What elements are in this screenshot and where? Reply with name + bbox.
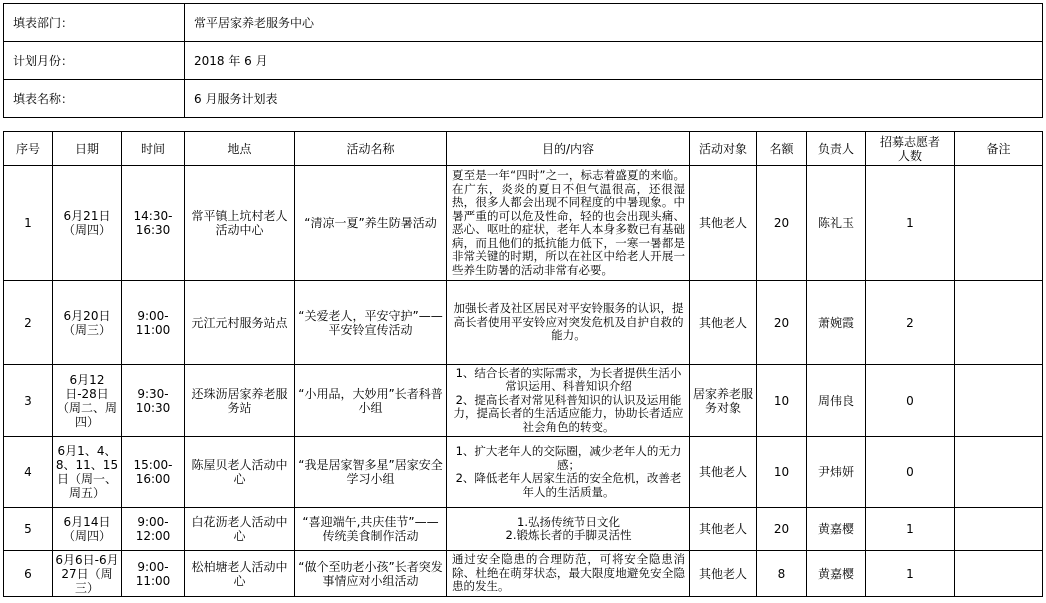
department-label: 填表部门： [4, 4, 185, 42]
table-header-row [4, 132, 1043, 166]
department-value: 常平居家养老服务中心 [185, 4, 1043, 42]
cell-content [447, 437, 690, 508]
cell-target: 其他老人 [690, 281, 757, 365]
cell-place: 陈屋贝老人活动中心 [185, 437, 295, 508]
cell-place: 还珠沥居家养老服务站 [185, 365, 295, 437]
cell-time: 9:30-10:30 [122, 365, 185, 437]
cell-time: 9:00-11:00 [122, 281, 185, 365]
cell-time: 9:00-11:00 [122, 551, 185, 597]
col-header-content: 目的/内容 [447, 132, 690, 166]
cell-quota: 8 [757, 551, 807, 597]
cell-activity: “清凉一夏”养生防暑活动 [295, 166, 447, 281]
cell-leader: 尹炜妍 [807, 437, 866, 508]
cell-volunteers: 1 [866, 508, 955, 551]
cell-date: 6月12日-28日（周二、周四） [53, 365, 122, 437]
cell-place: 白花沥老人活动中心 [185, 508, 295, 551]
content-line: 1.弘扬传统节日文化 [517, 514, 620, 529]
table-row [4, 437, 1043, 508]
cell-leader: 周伟良 [807, 365, 866, 437]
cell-target: 居家养老服务对象 [690, 365, 757, 437]
cell-target: 其他老人 [690, 551, 757, 597]
content-line: 加强长者及社区居民对平安铃服务的认识，提高长者使用平安铃应对突发危机及自护自救的能力。 [453, 301, 684, 343]
cell-time: 14:30-16:30 [122, 166, 185, 281]
cell-activity: “喜迎端午,共庆佳节”——传统美食制作活动 [295, 508, 447, 551]
form-name-label: 填表名称： [4, 80, 185, 118]
cell-no: 3 [4, 365, 53, 437]
cell-activity: “我是居家智多星”居家安全学习小组 [295, 437, 447, 508]
cell-no: 5 [4, 508, 53, 551]
content-line: 2、提高长者对常见科普知识的认识及运用能力，提高长者的生活适应能力，协助长者适应社会角色的转变。 [453, 392, 684, 434]
cell-content [447, 508, 690, 551]
col-header-place: 地点 [185, 132, 295, 166]
cell-quota: 20 [757, 508, 807, 551]
col-header-time: 时间 [122, 132, 185, 166]
cell-target: 其他老人 [690, 437, 757, 508]
cell-date: 6月6日-6月27日（周三） [53, 551, 122, 597]
cell-quota: 20 [757, 281, 807, 365]
cell-place: 元江元村服务站点 [185, 281, 295, 365]
cell-place: 常平镇上坑村老人活动中心 [185, 166, 295, 281]
cell-content [447, 281, 690, 365]
col-header-remark: 备注 [955, 132, 1043, 166]
cell-place: 松柏塘老人活动中心 [185, 551, 295, 597]
content-line: 通过安全隐患的合理防范，可将安全隐患消除、杜绝在萌芽状态，最大限度地避免安全隐患的发生。 [452, 552, 685, 594]
cell-no: 6 [4, 551, 53, 597]
cell-time: 15:00-16:00 [122, 437, 185, 508]
cell-date: 6月1、4、8、11、15日（周一、周五） [53, 437, 122, 508]
table-row [4, 166, 1043, 281]
col-header-leader: 负责人 [807, 132, 866, 166]
cell-activity: “关爱老人，平安守护”——平安铃宣传活动 [295, 281, 447, 365]
content-line: 2、降低老年人居家生活的安全危机，改善老年人的生活质量。 [455, 471, 682, 499]
cell-remark [955, 281, 1043, 365]
month-row [4, 42, 1043, 80]
cell-content [447, 365, 690, 437]
cell-volunteers: 1 [866, 166, 955, 281]
table-row [4, 281, 1043, 365]
cell-no: 2 [4, 281, 53, 365]
col-header-target: 活动对象 [690, 132, 757, 166]
cell-target: 其他老人 [690, 166, 757, 281]
month-label: 计划月份： [4, 42, 185, 80]
cell-volunteers: 0 [866, 365, 955, 437]
col-header-date: 日期 [53, 132, 122, 166]
cell-volunteers: 2 [866, 281, 955, 365]
content-line: 1、结合长者的实际需求，为长者提供生活小常识运用、科普知识介绍 [455, 365, 682, 394]
cell-date: 6月14日（周四） [53, 508, 122, 551]
cell-quota: 10 [757, 437, 807, 508]
cell-remark [955, 551, 1043, 597]
cell-date: 6月21日（周四） [53, 166, 122, 281]
cell-no: 1 [4, 166, 53, 281]
form-name-row [4, 80, 1043, 118]
table-row [4, 365, 1043, 437]
cell-content [447, 551, 690, 597]
cell-remark [955, 365, 1043, 437]
month-value: 2018 年 6 月 [185, 42, 1043, 80]
cell-leader: 陈礼玉 [807, 166, 866, 281]
cell-quota: 20 [757, 166, 807, 281]
cell-quota: 10 [757, 365, 807, 437]
content-line: 2.锻炼长者的手脚灵活性 [505, 528, 632, 542]
form-name-value: 6 月服务计划表 [185, 80, 1043, 118]
cell-no: 4 [4, 437, 53, 508]
content-line: 夏至是一年“四时”之一，标志着盛夏的来临。在广东，炎炎的夏日不但气温很高，还很湿热，很多人都会出现不同程度的中暑现象。中暑严重的可以危及性命，轻的也会出现头痛、恶心、呕吐的症状，老年人本身多数已有基础病，而且他们的抵抗能力低下，一寒一暑都是非常关键的时期，所以在社区中给老人开展一些养生防暑的活动非常有必要。 [452, 168, 685, 277]
cell-volunteers: 0 [866, 437, 955, 508]
service-plan-table [3, 131, 1043, 597]
cell-activity: “做个至叻老小孩”长者突发事情应对小组活动 [295, 551, 447, 597]
department-row [4, 4, 1043, 42]
cell-content [447, 166, 690, 281]
cell-date: 6月20日（周三） [53, 281, 122, 365]
cell-remark [955, 166, 1043, 281]
form-header-table [3, 3, 1043, 118]
content-line: 1、扩大老年人的交际圈，减少老年人的无力感； [455, 444, 682, 472]
col-header-activity: 活动名称 [295, 132, 447, 166]
cell-remark [955, 508, 1043, 551]
cell-activity: “小用品，大妙用”长者科普小组 [295, 365, 447, 437]
cell-target: 其他老人 [690, 508, 757, 551]
col-header-quota: 名额 [757, 132, 807, 166]
table-row [4, 508, 1043, 551]
table-row [4, 551, 1043, 597]
cell-time: 9:00-12:00 [122, 508, 185, 551]
cell-volunteers: 1 [866, 551, 955, 597]
col-header-volunteers: 招募志愿者人数 [866, 132, 955, 166]
cell-leader: 萧婉霞 [807, 281, 866, 365]
col-header-no: 序号 [4, 132, 53, 166]
cell-remark [955, 437, 1043, 508]
cell-leader: 黄嘉樱 [807, 551, 866, 597]
cell-leader: 黄嘉樱 [807, 508, 866, 551]
